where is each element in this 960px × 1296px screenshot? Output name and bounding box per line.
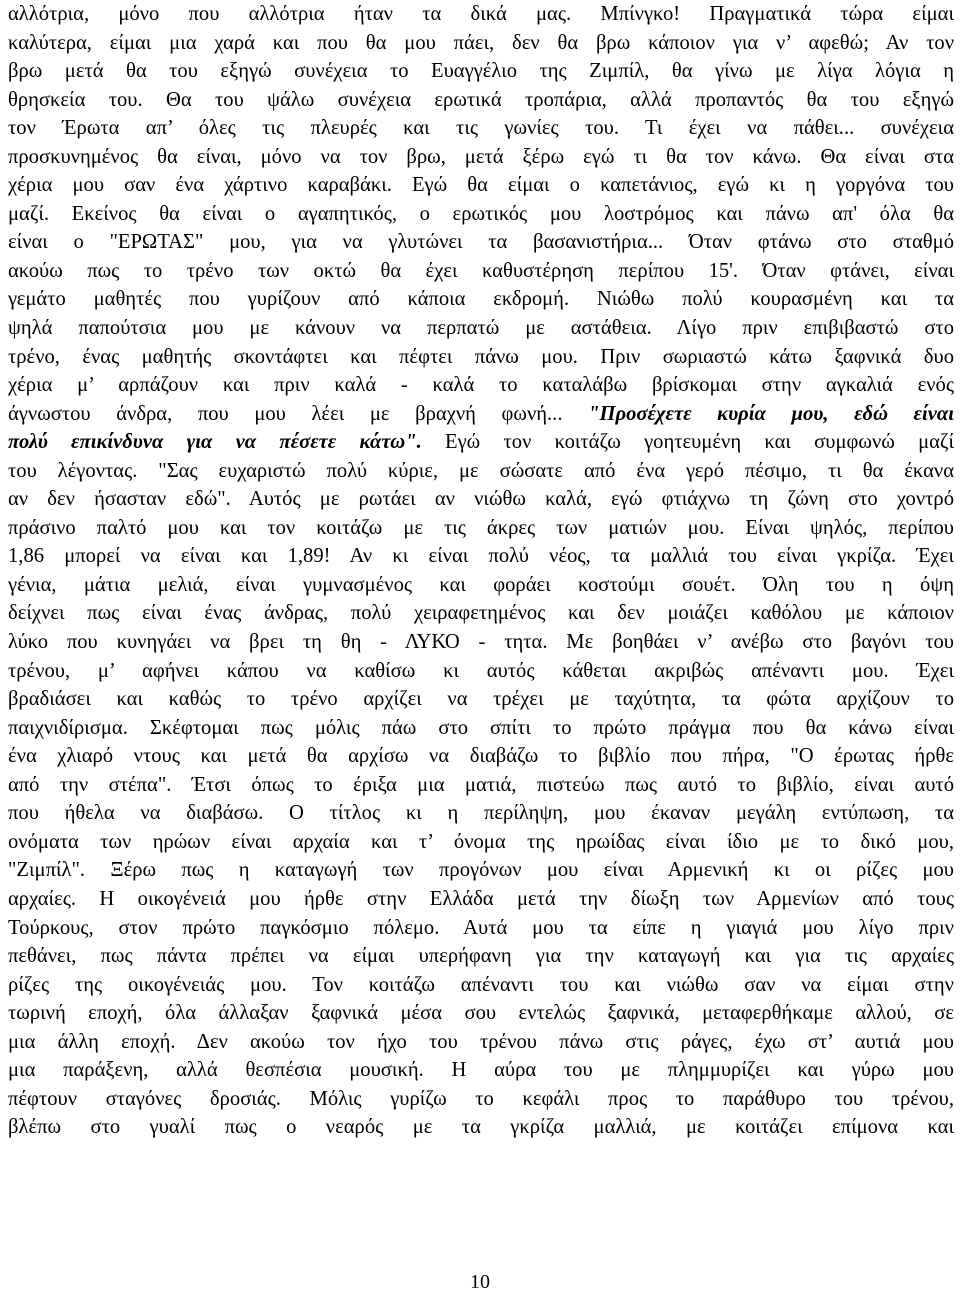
line-text: τον Έρωτα απ’ όλες τις πλευρές και τις γωνίες του. Τι έχει να πάθει... συνέχεια [8,117,954,140]
line-text: του λέγοντας. "Σας ευχαριστώ πολύ κύριε, με σώσατε από ένα γερό πέσιμο, τι θα έκανα [8,459,954,482]
page-number: 10 [470,1271,490,1293]
text-line [8,200,954,229]
text-line [8,114,954,143]
text-line [8,942,954,971]
line-text: ονόματα των ηρώων είναι αρχαία και τ’ όνομα της ηρωίδας είναι ίδιο με το δικό μου, [8,830,954,853]
text-line [8,1113,954,1142]
text-line [8,714,954,743]
text-line [8,0,954,29]
line-text: χέρια μ’ αρπάζουν και πριν καλά - καλά το καταλάβω βρίσκομαι στην αγκαλιά ενός [8,374,954,397]
line-text: ακούω πως το τρένο των οκτώ θα έχει καθυστέρηση περίπου 15'. Όταν φτάνει, είναι [8,259,954,282]
text-line [8,314,954,343]
line-text: "Ζιμπίλ". Ξέρω πως η καταγωγή των προγόνων μου είναι Αρμενική κι οι ρίζες μου [8,859,954,882]
line-text-after: Εγώ τον κοιτάζω γοητευμένη και συμφωνώ μαζί [421,431,954,454]
line-text: βραδιάσει και καθώς το τρένο αρχίζει να τρέχει με ταχύτητα, τα φώτα αρχίζουν το [8,688,954,711]
line-text: άγνωστου άνδρα, που μου λέει με βραχνή φωνή... [8,402,589,425]
line-text: ψηλά παπούτσια μου με κάνουν να περπατώ με αστάθεια. Λίγο πριν επιβιβαστώ στο [8,317,954,340]
text-line [8,257,954,286]
line-text: ένα χλιαρό ντους και μετά θα αρχίσω να διαβάζω το βιβλίο που πήρα, "Ο έρωτας ήρθε [8,745,954,768]
text-line [8,628,954,657]
line-text: χέρια μου σαν ένα χάρτινο καραβάκι. Εγώ θα είμαι ο καπετάνιος, εγώ κι η γοργόνα του [8,174,954,197]
line-text: τρένο, ένας μαθητής σκοντάφτει και πέφτει πάνω μου. Πριν σωριαστώ κάτω ξαφνικά δυο [8,345,954,368]
line-text: είναι ο "ΕΡΩΤΑΣ" μου, για να γλυτώνει τα βασανιστήρια... Όταν φτάνω στο σταθμό [8,231,954,254]
text-line [8,542,954,571]
line-text: καλύτερα, είμαι μια χαρά και που θα μου πάει, δεν θα βρω κάποιον για ν’ αφεθώ; Αν τον [8,31,954,54]
line-text: που ήθελα να διαβάσω. Ο τίτλος κι η περίληψη, μου έκαναν μεγάλη εντύπωση, τα [8,802,954,825]
text-line [8,685,954,714]
text-line [8,86,954,115]
text-line [8,657,954,686]
line-text: από την στέπα". Έτσι όπως το έριξα μια ματιά, πιστεύω πως αυτό το βιβλίο, είναι αυτό [8,773,954,796]
line-text: προσκυνημένος θα είναι, μόνο να τον βρω, μετά ξέρω εγώ τι θα τον κάνω. Θα είναι στα [8,145,954,168]
text-line [8,29,954,58]
text-line [8,1056,954,1085]
text-line [8,599,954,628]
text-line [8,856,954,885]
text-line [8,228,954,257]
text-line [8,400,954,429]
text-line [8,999,954,1028]
text-line [8,457,954,486]
line-text: γένια, μάτια μελιά, είναι γυμνασμένος και φοράει κοστούμι σουέτ. Όλη του η όψη [8,573,954,596]
line-text: γεμάτο μαθητές που γυρίζουν από κάποια εκδρομή. Νιώθω πολύ κουρασμένη και τα [8,288,954,311]
text-line [8,571,954,600]
text-line [8,914,954,943]
line-text: παιχνιδίρισμα. Σκέφτομαι πως μόλις πάω στο σπίτι το πρώτο πράγμα που θα κάνω είναι [8,716,954,739]
text-line [8,485,954,514]
line-text: αλλότρια, μόνο που αλλότρια ήταν τα δικά μας. Μπίνγκο! Πραγματικά τώρα είμαι [8,3,954,25]
text-line [8,742,954,771]
text-line [8,1028,954,1057]
text-line [8,1085,954,1114]
text-line [8,771,954,800]
text-line [8,428,954,457]
line-text: μια άλλη εποχή. Δεν ακούω τον ήχο του τρένου πάνω στις ράγες, έχω στ’ αυτιά μου [8,1030,954,1053]
line-text: μαζί. Εκείνος θα είναι ο αγαπητικός, ο ερωτικός μου λοστρόμος και πάνω απ' όλα θα [8,202,954,225]
line-text: αρχαίες. Η οικογένειά μου ήρθε στην Ελλάδα μετά την δίωξη των Αρμενίων από τους [8,887,954,910]
text-line [8,971,954,1000]
text-line [8,57,954,86]
line-text: πέφτουν σταγόνες δροσιάς. Μόλις γυρίζω το κεφάλι προς το παράθυρο του τρένου, [8,1087,954,1110]
text-line [8,171,954,200]
text-line [8,885,954,914]
line-text: πεθάνει, πως πάντα πρέπει να είμαι υπερήφανη για την καταγωγή και για τις αρχαίες [8,945,954,968]
line-text: λύκο που κυνηγάει να βρει τη θη - ΛΥΚΟ - τητα. Με βοηθάει ν’ ανέβω στο βαγόνι του [8,631,954,654]
line-text: αν δεν ήσασταν εδώ". Αυτός με ρωτάει αν νιώθω καλά, εγώ φτιάχνω τη ζώνη στο χοντρό [8,488,954,511]
line-text: τρένου, μ’ αφήνει κάπου να καθίσω κι αυτός κάθεται ακριβώς απέναντι μου. Έχει [8,659,954,682]
text-line [8,343,954,372]
line-text: 1,86 μπορεί να είναι και 1,89! Αν κι είναι πολύ νέος, τα μαλλιά του είναι γκρίζα. Έχει [8,545,954,568]
line-text: τωρινή εποχή, όλα άλλαξαν ξαφνικά μέσα σου εντελώς ξαφνικά, μεταφερθήκαμε αλλού, σε [8,1002,954,1025]
text-line [8,143,954,172]
line-text: πράσινο παλτό μου και τον κοιτάζω με τις άκρες των ματιών μου. Είναι ψηλός, περίπου [8,516,954,539]
line-text: θρησκεία του. Θα του ψάλω συνέχεια ερωτικά τροπάρια, αλλά προπαντός θα του εξηγώ [8,88,954,111]
text-line [8,285,954,314]
text-line [8,371,954,400]
line-text: Τούρκους, στον πρώτο παγκόσμιο πόλεμο. Αυτά μου τα είπε η γιαγιά μου λίγο πριν [8,916,954,939]
body-text [8,0,954,1142]
emphasized-quote: "Προσέχετε κυρία μου, εδώ είναι [588,402,954,425]
line-text: ρίζες της οικογένειάς μου. Τον κοιτάζω απέναντι του και νιώθω σαν να είμαι στην [8,973,954,996]
text-line [8,828,954,857]
text-line [8,514,954,543]
emphasized-quote: πολύ επικίνδυνα για να πέσετε κάτω". [8,431,422,454]
line-text: δείχνει πως είναι ένας άνδρας, πολύ χειραφετημένος και δεν μοιάζει καθόλου με κάποιον [8,602,954,625]
line-text: βλέπω στο γυαλί πως ο νεαρός με τα γκρίζα μαλλιά, με κοιτάζει επίμονα και [8,1116,954,1139]
line-text: μια παράξενη, αλλά θεσπέσια μουσική. Η αύρα του με πλημμυρίζει και γύρω μου [8,1059,954,1082]
text-line [8,799,954,828]
line-text: βρω μετά θα του εξηγώ συνέχεια το Ευαγγέλιο της Ζιμπίλ, θα γίνω με λίγα λόγια η [8,60,954,83]
